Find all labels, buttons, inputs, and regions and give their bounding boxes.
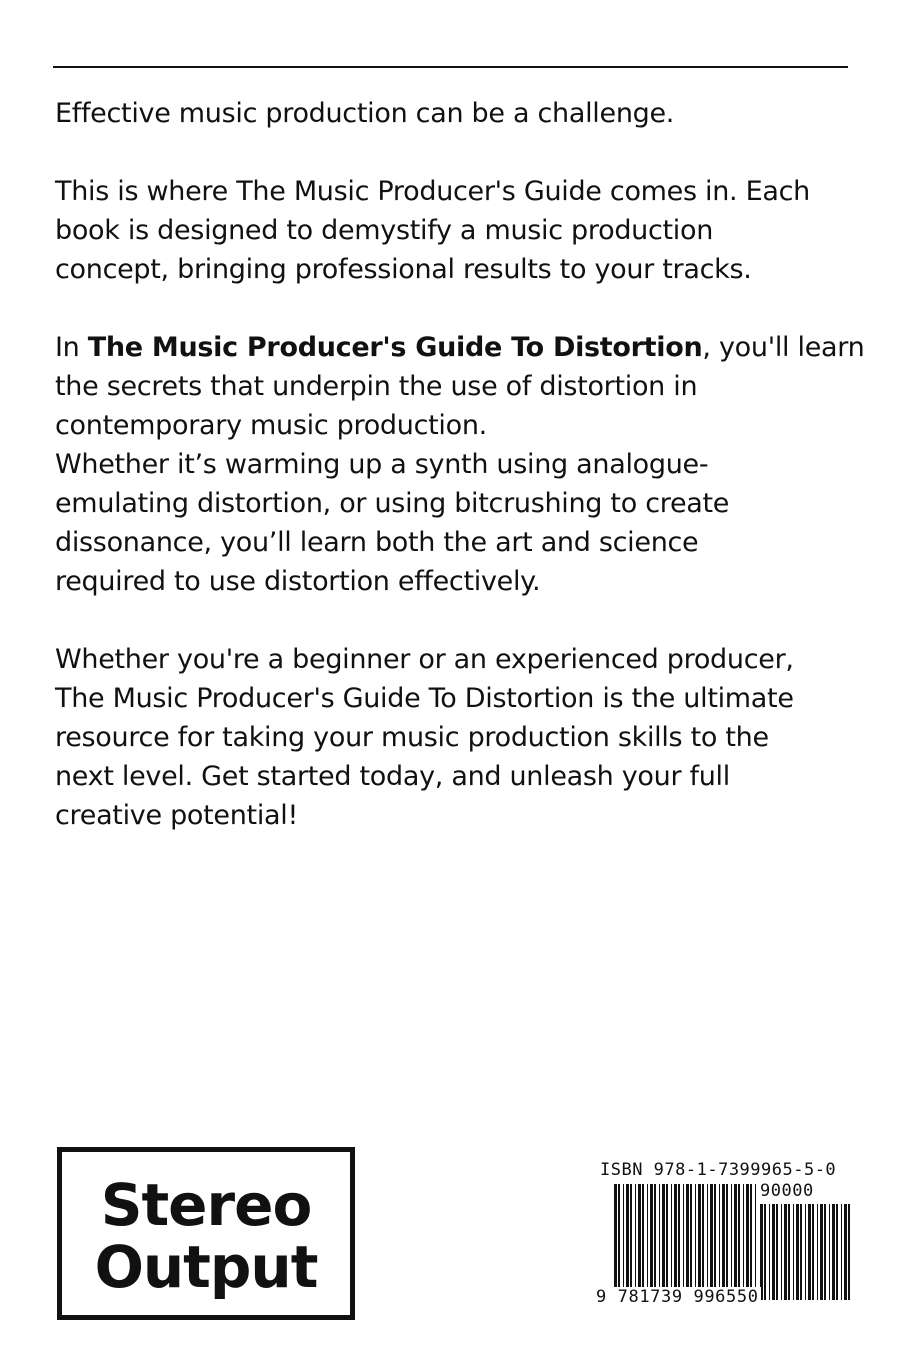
barcode-bar	[755, 1184, 756, 1300]
barcode-bar	[686, 1184, 689, 1300]
barcode-bar	[714, 1184, 716, 1300]
barcode-bar	[662, 1184, 665, 1300]
barcode-bar	[805, 1204, 806, 1300]
barcode-bar	[690, 1184, 692, 1300]
book-line: contemporary music production.	[55, 410, 487, 441]
barcode-bar	[710, 1184, 713, 1300]
barcode-bar	[738, 1184, 740, 1300]
barcode-bar	[614, 1184, 617, 1300]
barcode-bar	[781, 1204, 782, 1300]
barcode-bar	[800, 1204, 802, 1300]
barcode-bar	[650, 1184, 653, 1300]
closing-line: The Music Producer's Guide To Distortion is the ultimate	[55, 683, 794, 714]
book-line: emulating distortion, or using bitcrushing to create	[55, 488, 730, 519]
price-code: 90000	[760, 1181, 814, 1201]
book-paragraph	[55, 328, 865, 601]
barcode-bar	[671, 1184, 672, 1300]
barcode-bar	[702, 1184, 704, 1300]
barcode-bar	[674, 1184, 677, 1300]
barcode-bar	[746, 1184, 749, 1300]
barcode-bar	[841, 1204, 842, 1300]
barcode-bar	[812, 1204, 814, 1300]
barcode-bar	[630, 1184, 632, 1300]
series-paragraph	[55, 172, 855, 289]
barcode-bar	[726, 1184, 728, 1300]
barcode-bar	[698, 1184, 701, 1300]
isbn-label: ISBN 978-1-7399965-5-0	[600, 1160, 837, 1180]
closing-line: creative potential!	[55, 800, 298, 831]
barcode-bar	[695, 1184, 696, 1300]
book-title-bold: The Music Producer's Guide To Distortion	[87, 332, 703, 363]
book-line: the secrets that underpin the use of distortion in	[55, 371, 698, 402]
intro-paragraph: Effective music production can be a challenge.	[55, 98, 675, 129]
barcode-bar	[836, 1204, 838, 1300]
barcode-bar	[635, 1184, 636, 1300]
barcode-bar	[666, 1184, 668, 1300]
barcode-bar	[817, 1204, 818, 1300]
barcode-bar	[829, 1204, 830, 1300]
barcode-bar	[769, 1204, 770, 1300]
barcode-bar	[832, 1204, 835, 1300]
logo-line-1: Stereo	[100, 1171, 312, 1239]
barcode-bar	[618, 1184, 620, 1300]
barcode-bar	[626, 1184, 629, 1300]
barcode-bar	[788, 1204, 790, 1300]
top-divider	[53, 66, 848, 68]
barcode-bar	[678, 1184, 680, 1300]
barcode-bar	[647, 1184, 648, 1300]
barcode-bar	[731, 1184, 732, 1300]
barcode-bar	[734, 1184, 737, 1300]
barcode-bar	[654, 1184, 656, 1300]
barcode-bar	[772, 1204, 775, 1300]
barcode-bar	[776, 1204, 778, 1300]
barcode-bar	[743, 1184, 744, 1300]
book-line: required to use distortion effectively.	[55, 566, 541, 597]
logo-line-2: Output	[94, 1233, 318, 1301]
publisher-logo	[57, 1147, 355, 1320]
series-line: concept, bringing professional results to your tracks.	[55, 254, 752, 285]
barcode-digits: 9 781739 996550	[596, 1287, 759, 1307]
book-line: Whether it’s warming up a synth using analogue-	[55, 449, 709, 480]
barcode-bar	[623, 1184, 624, 1300]
closing-line: Whether you're a beginner or an experienced producer,	[55, 644, 794, 675]
barcode-bar	[844, 1204, 847, 1300]
barcode-bar	[820, 1204, 823, 1300]
barcode-bar	[638, 1184, 641, 1300]
book-first-line: In The Music Producer's Guide To Distortion, you'll learn	[55, 332, 865, 363]
barcode-bar	[760, 1204, 763, 1300]
barcode-bar	[796, 1204, 799, 1300]
book-line: dissonance, you’ll learn both the art and science	[55, 527, 699, 558]
barcode-bar	[659, 1184, 660, 1300]
barcode-bar	[793, 1204, 794, 1300]
barcode-bar	[719, 1184, 720, 1300]
closing-line: next level. Get started today, and unleash your full	[55, 761, 730, 792]
series-line: book is designed to demystify a music production	[55, 215, 714, 246]
barcode-bar	[784, 1204, 787, 1300]
barcode-bar	[642, 1184, 644, 1300]
barcode-bar	[750, 1184, 752, 1300]
series-line: This is where The Music Producer's Guide comes in. Each	[55, 176, 810, 207]
barcode-bar	[824, 1204, 826, 1300]
isbn-barcode	[596, 1160, 856, 1310]
barcode-bar	[683, 1184, 684, 1300]
closing-line: resource for taking your music production skills to the	[55, 722, 769, 753]
closing-paragraph	[55, 640, 855, 835]
barcode-bar	[764, 1204, 766, 1300]
barcode-bar	[707, 1184, 708, 1300]
barcode-bar	[848, 1204, 850, 1300]
barcode-bar	[722, 1184, 725, 1300]
barcode-bar	[808, 1204, 811, 1300]
